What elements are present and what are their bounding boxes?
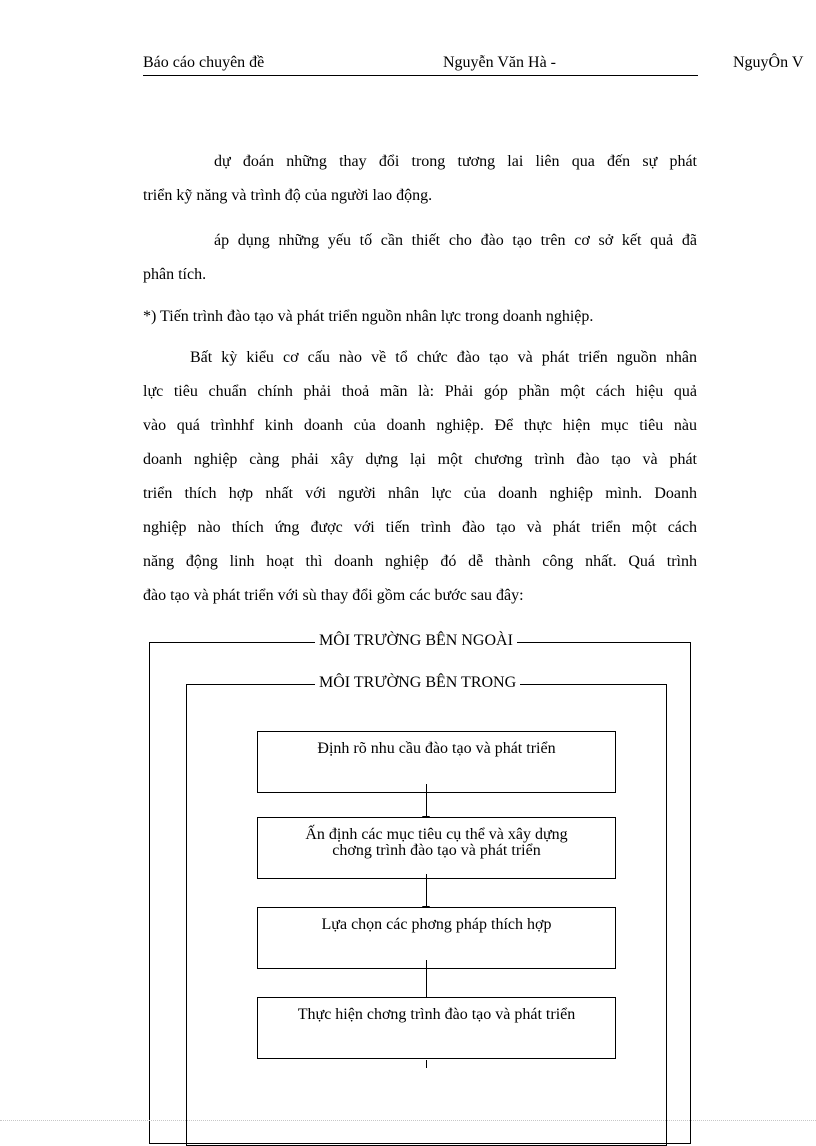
flow-connector (426, 1060, 427, 1068)
header-rule (143, 75, 698, 76)
paragraph-line: phân tích. (143, 266, 207, 283)
paragraph-line: Bất kỳ kiểu cơ cấu nào về tổ chức đào tạo và phát triển nguồn nhân (190, 349, 697, 366)
paragraph-structure (143, 341, 697, 613)
paragraph-line: năng động linh hoạt thì doanh nghiệp đó dễ thành công nhất. Quá trình (143, 553, 697, 570)
paragraph-line: doanh nghiệp càng phải xây dựng lại một chương trình đào tạo và phát (143, 451, 697, 468)
external-environment-label: MÔI TRƯỜNG BÊN NGOÀI (315, 632, 517, 650)
paragraph-line: lực tiêu chuẩn chính phải thoả mãn là: Phải góp phần một cách hiệu quả (143, 383, 697, 400)
internal-environment-label: MÔI TRƯỜNG BÊN TRONG (315, 674, 520, 692)
header-left-title: Báo cáo chuyên đề (143, 54, 265, 71)
paragraph-apply (143, 224, 697, 292)
step-box-choose-methods (257, 907, 616, 969)
step-text: chơng trình đào tạo và phát triển (332, 842, 541, 859)
step-text: Định rõ nhu cầu đào tạo và phát triển (317, 740, 556, 757)
header-right-text: NguyÔn V (733, 54, 804, 71)
paragraph-line: nghiệp nào thích ứng được với tiến trình đào tạo và phát triển một cách (143, 519, 697, 536)
header-author: Nguyễn Văn Hà - (443, 54, 557, 71)
paragraph-line: đào tạo và phát triển với sù thay đổi gồm các bước sau đây: (143, 587, 524, 604)
step-text: Ấn định các mục tiêu cụ thể và xây dựng (305, 826, 568, 843)
paragraph-line: triển kỹ năng và trình độ của người lao động. (143, 187, 433, 204)
step-text: Thực hiện chơng trình đào tạo và phát triển (297, 1006, 576, 1023)
step-box-identify-needs (257, 731, 616, 793)
step-box-implement (257, 997, 616, 1059)
step-box-set-objectives (257, 817, 616, 879)
step-text: Lựa chọn các phơng pháp thích hợp (321, 916, 552, 933)
paragraph-line: dự đoán những thay đổi trong tương lai liên qua đến sự phát (214, 153, 697, 170)
paragraph-line: *) Tiến trình đào tạo và phát triển nguồn nhân lực trong doanh nghiệp. (143, 308, 594, 325)
paragraph-line: vào quá trìnhhf kinh doanh của doanh nghiệp. Để thực hiện mục tiêu nàu (143, 417, 697, 434)
paragraph-process-heading (143, 300, 697, 334)
page-edge (0, 1120, 816, 1121)
paragraph-forecast (143, 145, 697, 213)
paragraph-line: triển thích hợp nhất với người nhân lực của doanh nghiệp mình. Doanh (143, 485, 697, 502)
paragraph-line: áp dụng những yếu tố cần thiết cho đào tạo trên cơ sở kết quả đã (214, 232, 697, 249)
